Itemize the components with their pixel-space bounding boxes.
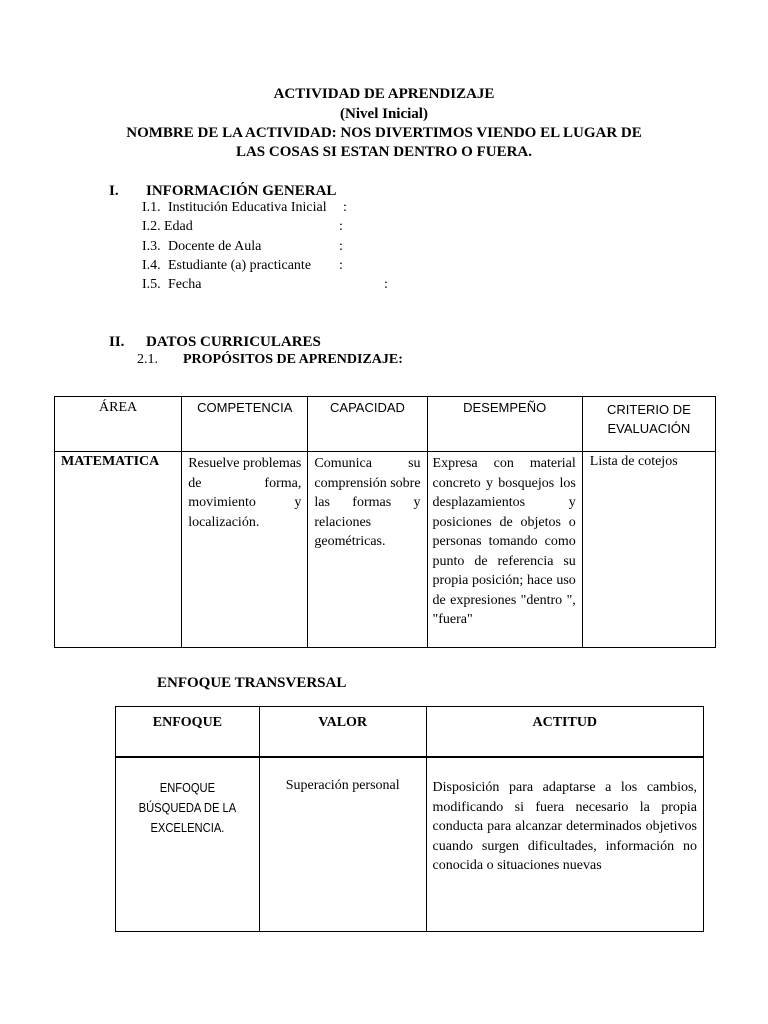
info-item-label: Docente de Aula [168, 239, 262, 254]
cell-competencia: Resuelve problemas de forma, movimiento y localización. [182, 452, 308, 648]
activity-name-line1: NOMBRE DE LA ACTIVIDAD: NOS DIVERTIMOS VIENDO EL LUGAR DE [126, 125, 642, 141]
cell-valor: Superación personal [259, 757, 426, 932]
info-item-colon: : [339, 239, 343, 254]
cell-actitud: Disposición para adaptarse a los cambios, modificando si fuera necesario la propia conducta para alcanzar determinados objetivos cuando surgen dificultades, información no conocida o situaciones nuevas [426, 757, 703, 932]
info-item-colon: : [343, 200, 347, 215]
subsection-number: 2.1. [137, 352, 158, 367]
curricular-table [54, 396, 716, 648]
cell-capacidad: Comunica su comprensión sobre las formas y relaciones geométricas. [308, 452, 427, 648]
section1-title: INFORMACIÓN GENERAL [146, 183, 337, 199]
curricular-table-header-row [55, 397, 716, 452]
info-item-colon: : [384, 277, 388, 292]
header-competencia: COMPETENCIA [182, 397, 308, 452]
enfoque-table-row [116, 757, 704, 932]
info-item-label: Fecha [168, 277, 202, 292]
header-area: ÁREA [55, 397, 182, 452]
info-item-num: I.3. [142, 239, 161, 254]
info-item-label: Edad [164, 219, 193, 234]
header-capacidad: CAPACIDAD [308, 397, 427, 452]
enfoque-section-title: ENFOQUE TRANSVERSAL [157, 675, 347, 691]
section2-number: II. [109, 334, 125, 350]
enfoque-table [115, 706, 704, 932]
cell-enfoque: ENFOQUE BÚSQUEDA DE LA EXCELENCIA. [138, 780, 237, 835]
section1-number: I. [109, 183, 119, 199]
cell-criterio: Lista de cotejos [582, 452, 715, 648]
header-actitud: ACTITUD [426, 707, 703, 758]
document-level: (Nivel Inicial) [340, 106, 428, 122]
cell-enfoque-wrap [116, 757, 260, 932]
section2-title: DATOS CURRICULARES [146, 334, 321, 350]
activity-name-line2: LAS COSAS SI ESTAN DENTRO O FUERA. [235, 144, 533, 160]
info-item-num: I.5. [142, 277, 161, 292]
info-item-label: Institución Educativa Inicial [168, 200, 327, 215]
info-item-colon: : [339, 258, 343, 273]
header-desempeno: DESEMPEÑO [427, 397, 582, 452]
header-valor: VALOR [259, 707, 426, 758]
cell-desempeno: Expresa con material concreto y bosquejos los desplazamientos y posiciones de objetos o personas tomando como punto de referencia su propia posición; hace uso de expresiones "dentro ", "fuera" [427, 452, 582, 648]
info-item-num: I.1. [142, 200, 161, 215]
info-item-colon: : [339, 219, 343, 234]
info-item-label: Estudiante (a) practicante [168, 258, 312, 273]
cell-area: MATEMATICA [55, 452, 182, 648]
info-item-num: I.4. [142, 258, 161, 273]
subsection-title: PROPÓSITOS DE APRENDIZAJE: [183, 352, 403, 367]
enfoque-table-header-row [116, 707, 704, 758]
header-enfoque: ENFOQUE [116, 707, 260, 758]
info-item-num: I.2. [142, 219, 161, 234]
document-title: ACTIVIDAD DE APRENDIZAJE [273, 86, 495, 102]
header-criterio: CRITERIO DE EVALUACIÓN [582, 397, 715, 452]
curricular-table-row [55, 452, 716, 648]
